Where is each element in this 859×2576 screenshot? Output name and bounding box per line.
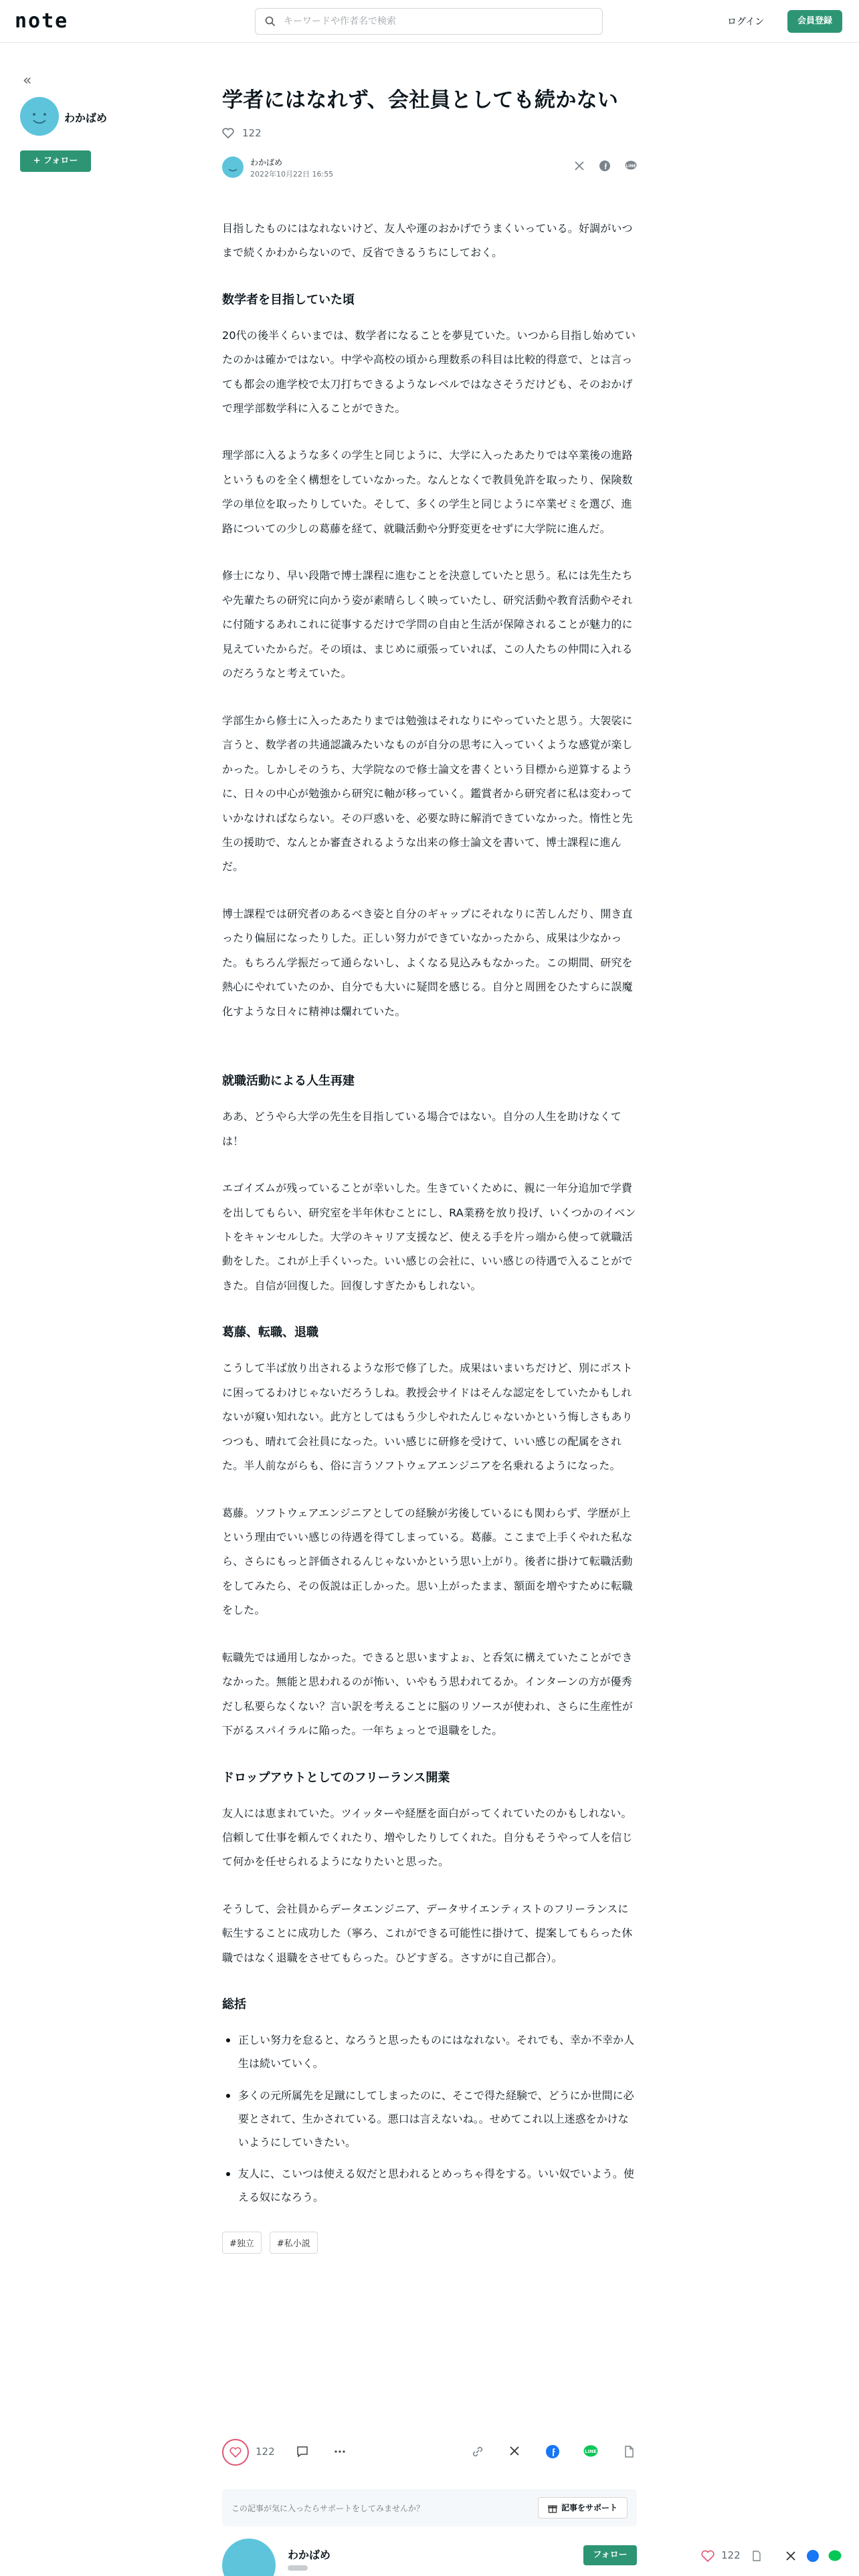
paragraph: こうして半ば放り出されるような形で修了した。成果はいまいちだけど、別にポストに困ってるわけじゃないだろうしね。教授会サイドはそんな認定をしていたかもしれないが窺い知れない。此方としてはもう少しやれたんじゃないかという悔しさもありつつも、晴れて会社員になった。いい感じに研修を受けて、いい感じの配属をされた。半人前ながらも、俗に言うソフトウェアエンジニアを名乗れるようになった。 [222, 1362, 633, 1473]
sidebar-author-name[interactable]: わかばめ [64, 112, 108, 124]
note-logo[interactable]: note [15, 9, 69, 33]
gift-icon [548, 2504, 557, 2513]
paragraph: ああ、どうやら大学の先生を目指している場合ではない。自分の人生を助けなくては！ [222, 1110, 622, 1148]
sticky-share-bar [696, 2541, 859, 2571]
svg-text:LINE: LINE [626, 163, 636, 169]
summary-item: 多くの元所属先を足蹴にしてしまったのに、そこで得た経験で、どうにか世間に必要とされて、生かされている。悪口は言えないね。。せめてこれ以上迷惑をかけないようにしていきたい。 [222, 2084, 637, 2155]
summary-list [222, 2028, 637, 2209]
summary-heading: 総括 [222, 1998, 246, 2012]
paragraph: 友人には恵まれていた。ツイッターや経歴を面白がってくれていたのかもしれない。信頼して仕事を頼んでくれたり、増やしたりしてくれた。自分もそうやって人を信じて何かを任せられるようになりたいと思った。 [222, 1806, 633, 1868]
author-avatar[interactable] [222, 156, 244, 178]
x-icon[interactable] [574, 160, 585, 171]
share-icons [574, 160, 637, 171]
line-icon[interactable] [625, 160, 637, 171]
avatar[interactable] [222, 2539, 276, 2576]
paragraph: 博士課程では研究者のあるべき姿と自分のギャップにそれなりに苦しんだり、開き直ったり偏屈になったりした。正しい努力ができていなかったから、成果は少なかった。もちろん学振だって通らないし、よくなる見込みもなかった。この期間、研究を熱心にやれていたのか、自分でも大いに疑問を感じる。自分と周囲をひたすらに誤魔化すような日々に精神は爛れていた。 [222, 907, 633, 1018]
support-button-label: 記事をサポート [561, 2503, 617, 2512]
embed-icon[interactable] [751, 2550, 763, 2562]
author-bio-placeholder [288, 2565, 308, 2571]
summary-item: 友人に、こいつは使える奴だと思われるとめっちゃ得をする。いい奴でいよう。使える奴になろう。 [222, 2162, 637, 2209]
site-header [0, 0, 859, 43]
article-body [222, 217, 637, 1971]
author-name[interactable]: わかばめ [250, 157, 283, 167]
x-icon[interactable] [508, 2445, 520, 2457]
sidebar-follow-button[interactable]: + フォロー [20, 150, 91, 172]
login-link[interactable]: ログイン [727, 17, 765, 27]
search-icon [265, 16, 276, 27]
paragraph: 修士になり、早い段階で博士課程に進むことを決意していたと思う。私には先生たちや先輩たちの研究に向かう姿が素晴らしく映っていたし、研究活動や教育活動やそれに付随するあれこれに従事するだけで学問の自由と生活が保障されることが魅力的に見えていたからだ。その頃は、まじめに頑張っていれば、この人たちの仲間に入れるのだろうなと考えていた。 [222, 569, 633, 680]
collapse-sidebar-icon[interactable]: « [23, 72, 32, 89]
tag-list [222, 2232, 637, 2254]
paragraph: エゴイズムが残っていることが幸いした。生きていくために、親に一年分追加で学費を出してもらい、研究室を半年休むことにし、RA業務を放り投げ、いくつかのイベントをキャンセルした。大学のキャリア支援など、使える手を片っ端から使って就職活動をした。これが上手くいった。いい感じの会社に、いい感じの待遇で入ることができた。自信が回復した。回復しすぎたかもしれない。 [222, 1182, 636, 1292]
bottom-follow-button[interactable]: フォロー [583, 2545, 637, 2565]
signup-button[interactable]: 会員登録 [787, 10, 842, 33]
footer-like-count: 122 [256, 2446, 275, 2458]
search-box[interactable] [255, 8, 603, 35]
line-icon[interactable] [828, 2550, 842, 2562]
facebook-icon[interactable] [546, 2445, 559, 2458]
heart-icon[interactable] [701, 2550, 714, 2562]
heart-icon[interactable] [222, 128, 234, 138]
like-button[interactable] [222, 2439, 249, 2466]
bottom-author-card [222, 2539, 637, 2576]
bottom-author-name[interactable]: わかばめ [288, 2549, 331, 2561]
more-icon[interactable] [333, 2445, 347, 2458]
facebook-icon[interactable] [599, 160, 610, 171]
paragraph: 理学部に入るような多くの学生と同じように、大学に入ったあたりでは卒業後の進路というものを全く構想をしていなかった。なんとなくで教員免許を取ったり、保険数学の単位を取ったりしていた。そして、多くの学生と同じように卒業ゼミを選び、進路についての少しの葛藤を経て、就職活動や分野変更をせずに大学院に進んだ。 [222, 449, 633, 535]
hashtag[interactable]: #独立 [222, 2232, 262, 2254]
x-icon[interactable] [785, 2551, 796, 2561]
support-prompt: この記事が気に入ったらサポートをしてみませんか？ [231, 2504, 425, 2513]
publish-date: 2022年10月22日 16:55 [250, 169, 334, 179]
article-actions [222, 2434, 637, 2470]
line-icon[interactable] [583, 2445, 598, 2458]
hashtag[interactable]: #私小説 [270, 2232, 318, 2254]
section-heading: ドロップアウトとしてのフリーランス開業 [222, 1770, 450, 1785]
section-heading: 就職活動による人生再建 [222, 1074, 355, 1089]
paragraph: 葛藤。ソフトウェアエンジニアとしての経験が劣後しているにも関わらず、学歴が上という理由でいい感じの待遇を得てしまっている。葛藤。ここまで上手くやれた私なら、さらにもっと評価されるんじゃないかという思い上がり。後者に掛けて転職活動をしてみたら、その仮説は正しかった。思い上がったまま、額面を増やすために転職をした。 [222, 1506, 633, 1617]
section-heading: 数学者を目指していた頃 [222, 292, 355, 307]
sticky-like-count: 122 [721, 2549, 741, 2561]
link-icon[interactable] [471, 2445, 484, 2458]
like-summary [222, 127, 637, 139]
paragraph: 学部生から修士に入ったあたりまでは勉強はそれなりにやっていたと思う。大袈裟に言うと、数学者の共通認識みたいなものが自分の思考に入っていくような感覚が楽しかった。しかしそのうち、大学院なので修士論文を書くという目標から逆算するように、日々の中心が勉強から研究に軸が移っていく。鑑賞者から研究者に私は変わっていかなければならない。その戸惑いを、必要な時に解消できていなかった。惰性と先生の援助で、なんとか審査されるような出来の修士論文を書いて、博士課程に進んだ。 [222, 714, 633, 873]
support-button[interactable] [538, 2497, 628, 2518]
section-heading: 葛藤、転職、退職 [222, 1325, 318, 1340]
article [222, 87, 637, 2254]
page-title: 学者にはなれず、会社員としても続かない [222, 88, 619, 112]
like-count: 122 [242, 126, 262, 139]
comment-icon[interactable] [296, 2445, 309, 2458]
summary-item: 正しい努力を怠ると、なろうと思ったものにはなれない。それでも、幸か不幸か人生は続いていく。 [222, 2028, 637, 2075]
avatar[interactable] [20, 97, 59, 136]
search-input[interactable] [284, 9, 591, 34]
paragraph: 20代の後半くらいまでは、数学者になることを夢見ていた。いつから目指し始めていたのかは確かではない。中学や高校の頃から理数系の科目は比較的得意で、とは言っても都会の進学校で太刀打ちできるようなレベルではなさそうだけども、そのおかげで理学部数学科に入ることができた。 [222, 328, 636, 415]
author-row [222, 154, 637, 181]
intro-paragraph: 目指したものにはなれないけど、友人や運のおかげでうまくいっている。好調がいつまで続くかわからないので、反省できるうちにしておく。 [222, 221, 633, 259]
embed-icon[interactable] [622, 2445, 636, 2458]
support-box [222, 2489, 637, 2527]
paragraph: そうして、会社員からデータエンジニア、データサイエンティストのフリーランスに転生することに成功した（寧ろ、これができる可能性に掛けて、提案してもらった休職ではなく退職をさせてもらった。ひどすぎる。さすがに自己都合）。 [222, 1902, 633, 1964]
facebook-icon[interactable] [807, 2550, 819, 2562]
paragraph: 転職先では通用しなかった。できると思いますよぉ、と呑気に構えていたことができなかった。無能と思われるのが怖い、いやもう思われてるか。インターンの方が優秀だし私要らなくない？言い訳を考えることに脳のリソースが使われ、さらに生産性が下がるスパイラルに陥った。一年ちょっとで退職をした。 [222, 1650, 633, 1737]
svg-text:LINE: LINE [585, 2449, 597, 2454]
